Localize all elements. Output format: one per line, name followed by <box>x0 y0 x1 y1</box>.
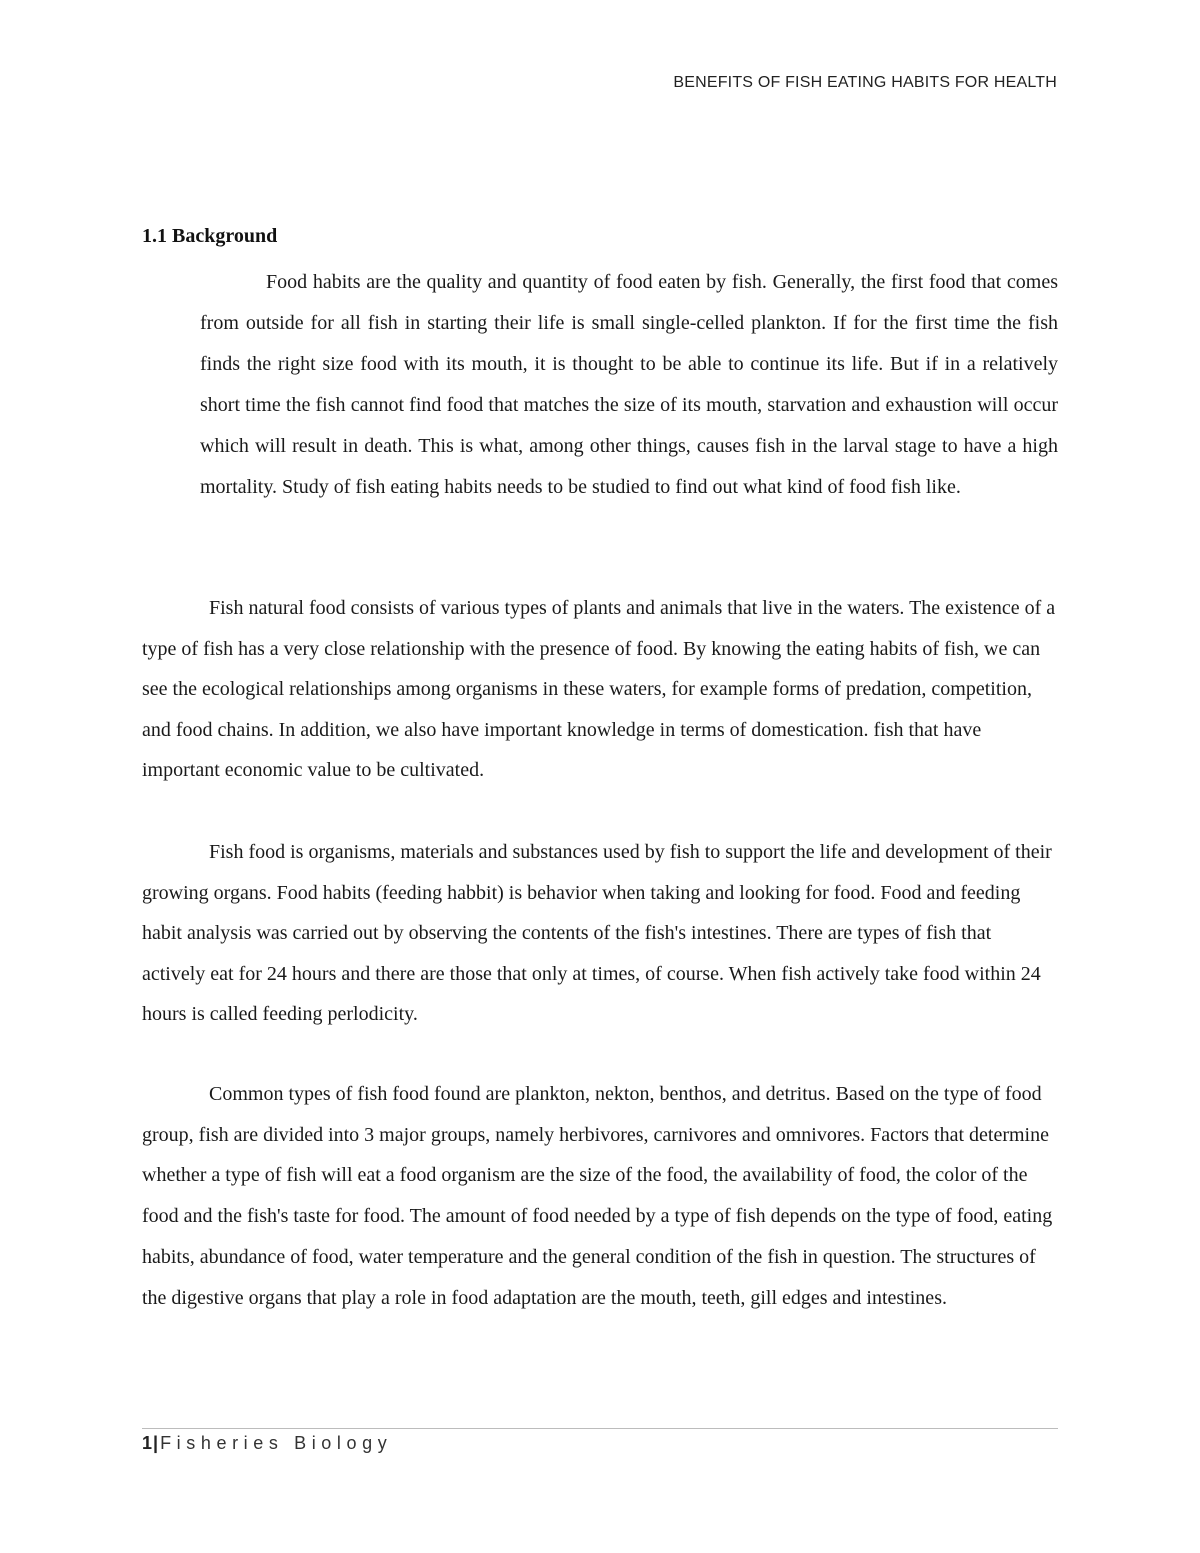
running-header: BENEFITS OF FISH EATING HABITS FOR HEALTH <box>673 74 1057 91</box>
section-heading: 1.1 Background <box>142 225 278 247</box>
paragraph-3: Fish food is organisms, materials and substances used by fish to support the life and development of their growing organs. Food habits (feeding habbit) is behavior when taking and looking for food. Food and feeding habit analysis was carried out by observing the contents of the fish's intestines. There are types of fish that actively eat for 24 hours and there are those that only at times, of course. When fish actively take food within 24 hours is called feeding perlodicity. <box>142 841 1052 1026</box>
footer-separator: | <box>153 1433 159 1453</box>
footer-title: Fisheries Biology <box>160 1433 393 1453</box>
page-footer <box>142 1433 392 1454</box>
paragraph-1: Food habits are the quality and quantity of food eaten by fish. Generally, the first food that comes from outside for all fish in starting their life is small single-celled plankton. If for the first time the fish finds the right size food with its mouth, it is thought to be able to continue its life. But if in a relatively short time the fish cannot find food that matches the size of its mouth, starvation and exhaustion will occur which will result in death. This is what, among other things, causes fish in the larval stage to have a high mortality. Study of fish eating habits needs to be studied to find out what kind of food fish like. <box>200 271 1058 498</box>
paragraph-4: Common types of fish food found are plankton, nekton, benthos, and detritus. Based on the type of food group, fish are divided into 3 major groups, namely herbivores, carnivores and omnivores. Factors that determine whether a type of fish will eat a food organism are the size of the food, the availability of food, the color of the food and the fish's taste for food. The amount of food needed by a type of fish depends on the type of food, eating habits, abundance of food, water temperature and the general condition of the fish in question. The structures of the digestive organs that play a role in food adaptation are the mouth, teeth, gill edges and intestines. <box>142 1083 1053 1309</box>
paragraph-2: Fish natural food consists of various types of plants and animals that live in the waters. The existence of a type of fish has a very close relationship with the presence of food. By knowing the eating habits of fish, we can see the ecological relationships among organisms in these waters, for example forms of predation, competition, and food chains. In addition, we also have important knowledge in terms of domestication. fish that have important economic value to be cultivated. <box>142 597 1056 782</box>
footer-divider <box>142 1428 1058 1429</box>
page-number: 1 <box>142 1433 153 1453</box>
